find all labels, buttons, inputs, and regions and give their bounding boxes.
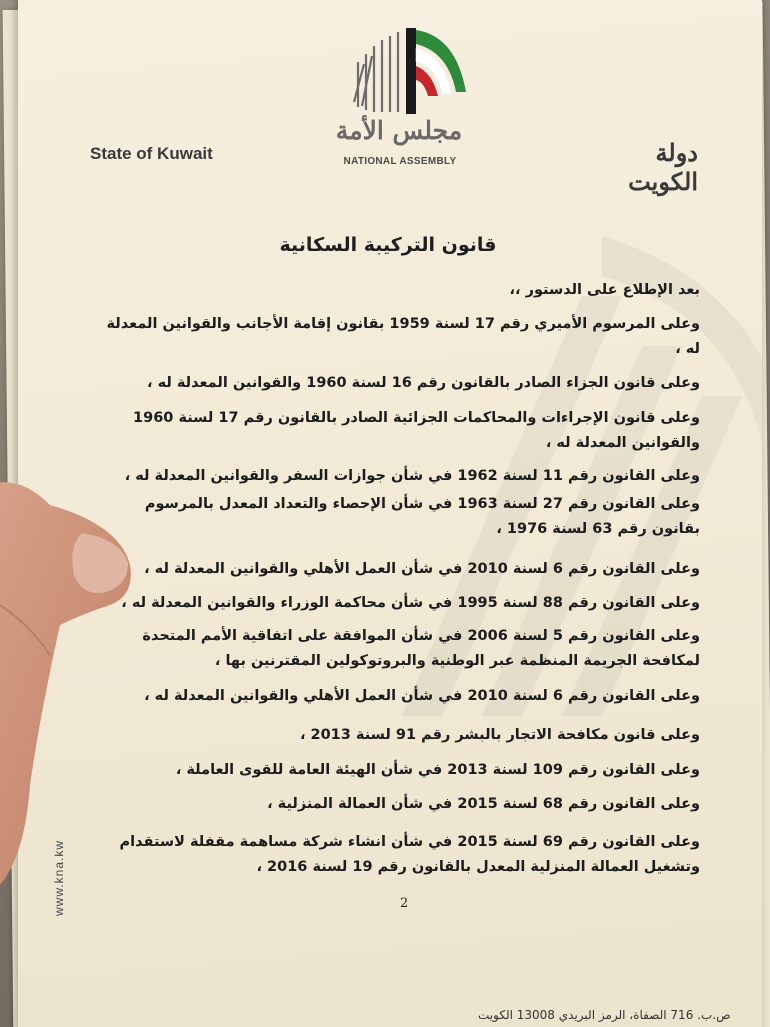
paragraph-line: وعلى القانون رقم 109 لسنة 2013 في شأن الهيئة العامة للقوى العاملة ،: [175, 762, 700, 778]
holding-thumb: [0, 455, 150, 885]
paragraph-line: وعلى القانون رقم 69 لسنة 2015 في شأن انشاء شركة مساهمة مقفلة لاستقدام: [119, 834, 700, 850]
paragraph-line: وعلى القانون رقم 5 لسنة 2006 في شأن الموافقة على اتفاقية الأمم المتحدة: [142, 628, 700, 644]
paragraph-5: [124, 464, 700, 489]
paragraph-10: [144, 684, 700, 709]
paragraph-line: وعلى قانون مكافحة الاتجار بالبشر رقم 91 لسنة 2013 ،: [299, 727, 700, 743]
paragraph-line: وعلى القانون رقم 6 لسنة 2010 في شأن العمل الأهلي والقوانين المعدلة له ،: [144, 688, 700, 704]
paragraph-7: [144, 557, 700, 582]
assembly-name-arabic: مجلس الأمة: [335, 116, 463, 145]
paragraph-line: وعلى القانون رقم 6 لسنة 2010 في شأن العمل الأهلي والقوانين المعدلة له ،: [144, 561, 700, 577]
paragraph-line: وعلى القانون رقم 27 لسنة 1963 في شأن الإحصاء والتعداد المعدل بالمرسوم: [144, 496, 700, 512]
paragraph-line: وتشغيل العمالة المنزلية المعدل بالقانون رقم 19 لسنة 2016 ،: [256, 859, 700, 875]
assembly-name-english: NATIONAL ASSEMBLY: [343, 156, 457, 167]
paragraph-line: والقوانين المعدلة له ،: [545, 435, 700, 451]
paragraph-2: [106, 312, 700, 362]
paragraph-line: وعلى المرسوم الأميري رقم 17 لسنة 1959 بقانون إقامة الأجانب والقوانين المعدلة: [106, 316, 700, 332]
paragraph-line: لمكافحة الجريمة المنظمة عبر الوطنية والبروتوكولين المقترنين بها ،: [214, 653, 700, 669]
paragraph-13: [150, 792, 700, 817]
paragraph-6: [144, 492, 700, 542]
paragraph-line: بعد الإطلاع على الدستور ،،: [509, 282, 700, 298]
paragraph-12: [150, 758, 700, 783]
state-name-english: State of Kuwait: [90, 144, 213, 163]
paragraph-line: وعلى القانون رقم 88 لسنة 1995 في شأن محاكمة الوزراء والقوانين المعدلة له ،: [121, 595, 700, 611]
paragraph-line: وعلى قانون الجزاء الصادر بالقانون رقم 16 لسنة 1960 والقوانين المعدلة له ،: [147, 375, 700, 391]
paragraph-14: [119, 830, 700, 880]
paragraph-line: له ،: [675, 341, 700, 357]
postal-address: ص.ب. 716 الصفاة، الرمز البريدي 13008 الكويت: [478, 1008, 731, 1022]
paragraph-11: [150, 723, 700, 748]
paragraph-4: [133, 406, 700, 456]
paragraph-line: وعلى القانون رقم 11 لسنة 1962 في شأن جوازات السفر والقوانين المعدلة له ،: [124, 468, 700, 484]
paragraph-9: [142, 624, 700, 674]
state-name-arabic: دولة الكويت: [628, 138, 698, 196]
document-title: قانون التركيبة السكانية: [279, 234, 497, 256]
paragraph-line: بقانون رقم 63 لسنة 1976 ،: [496, 521, 700, 537]
paragraph-line: وعلى القانون رقم 68 لسنة 2015 في شأن العمالة المنزلية ،: [267, 796, 700, 812]
national-assembly-logo: [328, 22, 478, 122]
paragraph-1: [150, 278, 700, 303]
page-number: 2: [400, 896, 409, 911]
paragraph-8: [121, 591, 700, 616]
website-url: www.kna.kw: [52, 839, 66, 916]
paragraph-3: [147, 371, 700, 396]
paragraph-line: وعلى قانون الإجراءات والمحاكمات الجزائية الصادر بالقانون رقم 17 لسنة 1960: [133, 410, 700, 426]
